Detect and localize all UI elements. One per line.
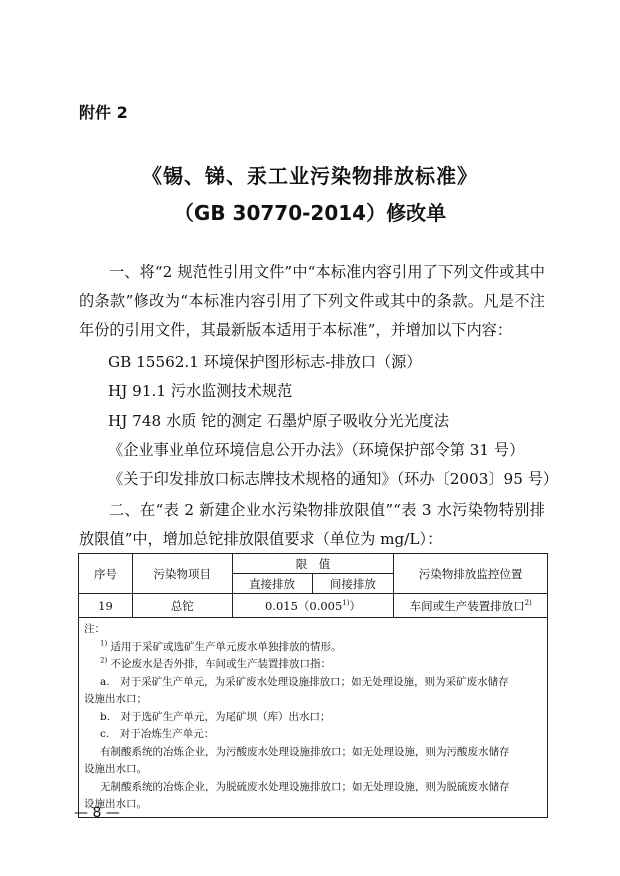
reference-line: 《企业事业单位环境信息公开办法》（环境保护部令第 31 号）	[108, 441, 525, 459]
reference-line: HJ 91.1 污水监测技术规范	[108, 382, 293, 400]
note-c2-cont: 设施出水口。	[84, 798, 147, 810]
notes-label: 注：	[84, 623, 105, 635]
note-c1-cont: 设施出水口。	[84, 763, 147, 775]
row-position: 车间或生产装置排放口$^{2)}$	[394, 594, 548, 618]
note-c1: 有制酸系统的冶炼企业，为污酸废水处理设施排放口；如无处理设施，则为污酸废水储存	[100, 745, 510, 758]
attachment-label: 附件 2	[79, 103, 128, 122]
header-position: 污染物排放监控位置	[394, 554, 548, 594]
note-c: c. 对于冶炼生产单元：	[100, 728, 215, 740]
document-title: 《锡、锑、汞工业污染物排放标准》	[142, 164, 478, 188]
row-value: 0.015（0.005$^{1)}$）	[232, 594, 394, 618]
limits-table	[78, 553, 548, 818]
reference-line: HJ 748 水质 铊的测定 石墨炉原子吸收分光光度法	[108, 412, 450, 430]
row-no: 19	[79, 594, 133, 618]
paragraph-2: 二、在“表 2 新建企业水污染物排放限值”“表 3 水污染物特别排放限值”中，增加总铊排放限值要求（单位为 mg/L）：	[79, 501, 545, 548]
note-c2: 无制酸系统的冶炼企业，为脱硫废水处理设施排放口；如无处理设施，则为脱硫废水储存	[100, 780, 510, 793]
reference-line: GB 15562.1 环境保护图形标志-排放口（源）	[108, 353, 422, 371]
header-indirect: 间接排放	[312, 574, 394, 594]
table-notes	[79, 618, 548, 818]
header-item: 污染物项目	[132, 554, 232, 594]
row-item: 总铊	[132, 594, 232, 618]
document-subtitle: （GB 30770-2014）修改单	[173, 201, 447, 225]
header-limit: 限 值	[232, 554, 394, 574]
note-a-cont: 设施出水口；	[84, 693, 147, 705]
header-no: 序号	[79, 554, 133, 594]
note-1: $^{1)}$ 适用于采矿或选矿生产单元废水单独排放的情形。	[100, 639, 342, 653]
note-2: $^{2)}$ 不论废水是否外排，车间或生产装置排放口指：	[100, 656, 332, 670]
note-b: b. 对于选矿生产单元，为尾矿坝（库）出水口；	[100, 710, 331, 723]
reference-line: 《关于印发排放口标志牌技术规格的通知》（环办〔2003〕95 号）	[108, 470, 559, 488]
page-number: — 8 —	[74, 805, 120, 821]
table-row	[79, 594, 548, 618]
note-a: a. 对于采矿生产单元，为采矿废水处理设施排放口；如无处理设施，则为采矿废水储存	[100, 675, 509, 688]
header-direct: 直接排放	[232, 574, 312, 594]
paragraph-1: 一、将“2 规范性引用文件”中“本标准内容引用了下列文件或其中的条款”修改为“本标准内容引用了下列文件或其中的条款。凡是不注年份的引用文件，其最新版本适用于本标准”，并增加以下内容：	[79, 263, 545, 339]
